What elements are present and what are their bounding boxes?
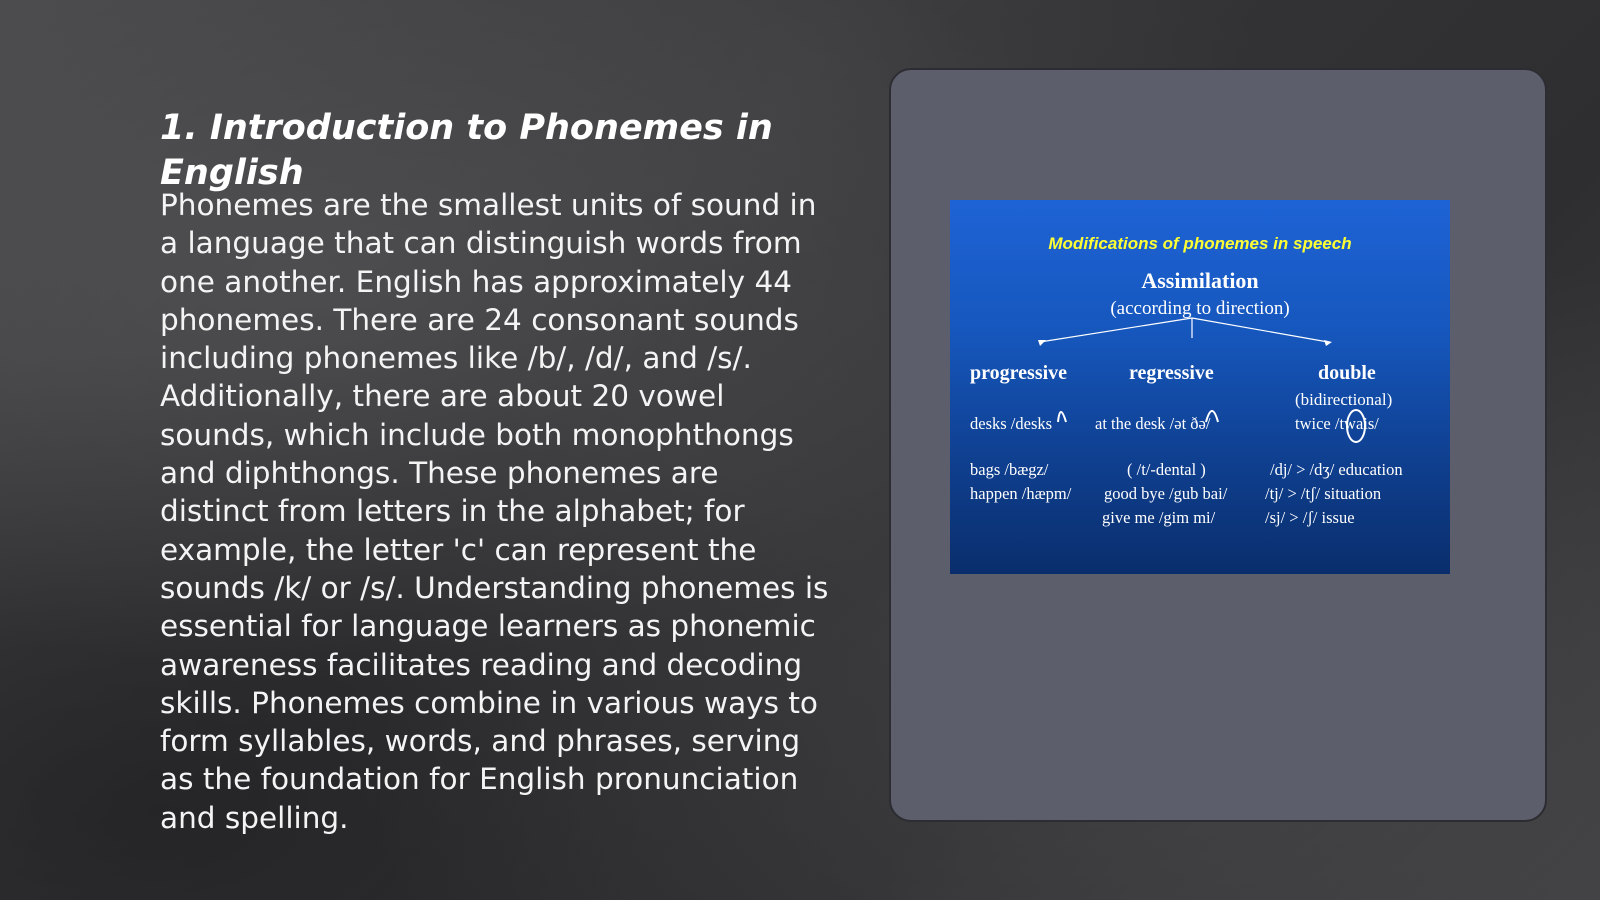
double-line-2: /tj/ > /tʃ/ situation bbox=[1265, 484, 1382, 503]
double-example: twice /twais/ bbox=[1295, 414, 1379, 433]
slide-body-text: Phonemes are the smallest units of sound in a language that can distinguish words from one another. English has approximately 44 phonemes. There are 24 consonant sounds including phonemes like /b/, /d/, and /s/. Additionally, there are about 20 vowel sounds, which include both monophthongs and diphthongs. These phonemes are distinct from letters in the alphabet; for example, the letter 'c' can represent the sounds /k/ or /s/. Understanding phonemes is essential for language learners as phonemic awareness facilitates reading and decoding skills. Phonemes combine in various ways to form syllables, words, and phrases, serving as the foundation for English pronunciation and spelling. bbox=[160, 188, 829, 835]
figure-title: Modifications of phonemes in speech bbox=[1048, 234, 1352, 253]
slide-title: 1. Introduction to Phonemes in English bbox=[160, 108, 773, 193]
regressive-label: regressive bbox=[1129, 362, 1214, 384]
figure-subheading: (according to direction) bbox=[1110, 298, 1290, 319]
double-line-3: /sj/ > /ʃ/ issue bbox=[1265, 508, 1355, 527]
regressive-line-3: give me /gim mi/ bbox=[1102, 508, 1216, 527]
progressive-label: progressive bbox=[970, 362, 1068, 384]
figure-heading: Assimilation bbox=[1141, 268, 1259, 293]
assimilation-diagram-image bbox=[950, 200, 1450, 574]
double-label: double bbox=[1318, 362, 1376, 384]
regressive-line-1: ( /t/-dental ) bbox=[1127, 460, 1206, 479]
progressive-example: desks /desks bbox=[970, 414, 1053, 433]
regressive-line-2: good bye /gub bai/ bbox=[1104, 484, 1228, 503]
double-line-1: /dj/ > /dʒ/ education bbox=[1270, 460, 1403, 479]
progressive-line-2: happen /hæpm/ bbox=[970, 484, 1072, 503]
progressive-line-1: bags /bægz/ bbox=[970, 460, 1049, 479]
regressive-example: at the desk /ət ðə/ bbox=[1095, 414, 1211, 433]
double-note: (bidirectional) bbox=[1295, 390, 1393, 409]
